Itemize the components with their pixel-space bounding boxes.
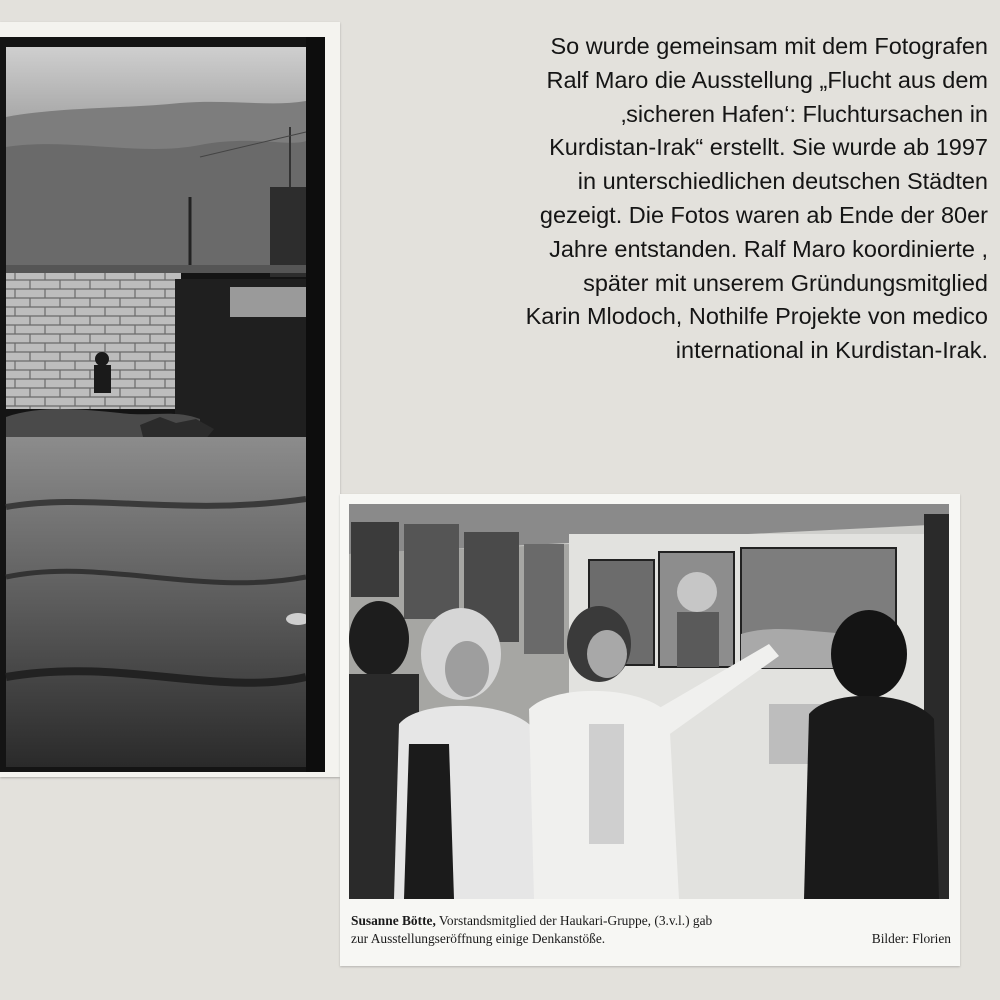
body-text-line: gezeigt. Die Fotos waren ab Ende der 80er (539, 201, 988, 228)
body-text-line: Kurdistan-Irak“ erstellt. Sie wurde ab 1997 (549, 134, 988, 161)
caption-line-2 (351, 930, 951, 948)
exhibition-opening-photo (349, 504, 949, 899)
body-text-line: Karin Mlodoch, Nothilfe Projekte von medico (525, 303, 988, 330)
caption-line-1-text (351, 912, 712, 930)
photo-credit: Bilder: Florien (871, 931, 951, 946)
body-text-line: Jahre entstanden. Ralf Maro koordinierte , (549, 235, 988, 262)
caption-description: Vorstandsmitglied der Haukari-Gruppe, (3.v.l.) gab (435, 913, 713, 928)
body-text (360, 30, 988, 368)
kurdistan-village-photo (0, 37, 325, 772)
village-photo-illustration (0, 37, 325, 772)
newspaper-clipping (340, 494, 960, 966)
caption-person-name: Susanne Bötte, (351, 913, 436, 928)
body-text-line: Ralf Maro die Ausstellung „Flucht aus dem (546, 66, 988, 93)
body-text-line: international in Kurdistan-Irak. (675, 337, 988, 364)
photo-caption (351, 912, 951, 948)
body-text-line: später mit unserem Gründungsmitglied (583, 269, 988, 296)
body-text-line: So wurde gemeinsam mit dem Fotografen (550, 33, 988, 59)
caption-line-1 (351, 912, 951, 930)
body-text-line: ‚sicheren Hafen‘: Fluchtursachen in (620, 100, 988, 127)
caption-line-2-text: zur Ausstellungseröffnung einige Denkanstöße. (351, 931, 606, 946)
body-text-line: in unterschiedlichen deutschen Städten (577, 168, 988, 195)
exhibition-photo-illustration (349, 504, 949, 899)
left-photo-print (0, 22, 340, 777)
